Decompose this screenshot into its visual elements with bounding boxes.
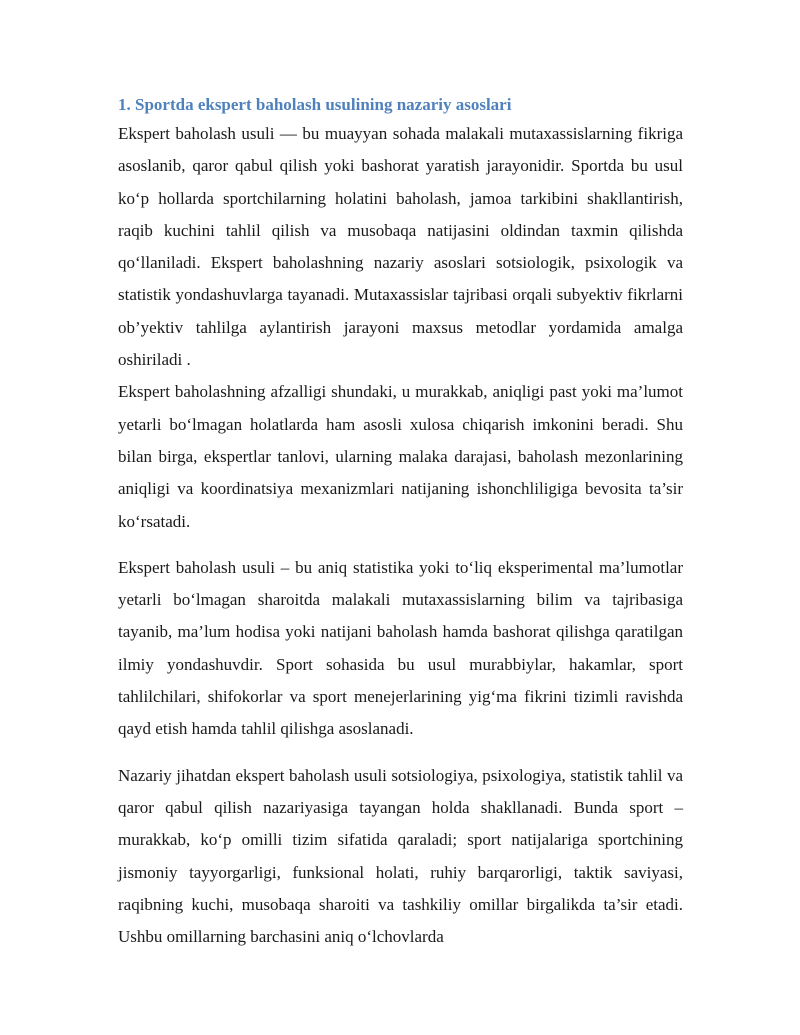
paragraph-4: Nazariy jihatdan ekspert baholash usuli sotsiologiya, psixologiya, statistik tahlil va qaror qabul qilish nazariyasiga tayangan holda shakllanadi. Bunda sport – murakkab, ko‘p omilli tizim sifatida qaraladi; sport natijalariga sportchining jismoniy tayyorgarligi, funksional holati, ruhiy barqarorligi, taktik saviyasi, raqibning kuchi, musobaqa sharoiti va tashkiliy omillar birgalikda ta’sir etadi. Ushbu omillarning barchasini aniq o‘lchovlarda [118,765,683,947]
document-body [118,92,683,953]
paragraph-3: Ekspert baholash usuli – bu aniq statistika yoki to‘liq eksperimental ma’lumotlar yetarli bo‘lmagan sharoitda malakali mutaxassislarning bilim va tajribasiga tayanib, ma’lum hodisa yoki natijani baholash hamda bashorat qilishga qaratilgan ilmiy yondashuvdir. Sport sohasida bu usul murabbiylar, hakamlar, sport tahlilchilari, shifokorlar va sport menejerlarining yig‘ma fikrini tizimli ravishda qayd etish hamda tahlil qilishga asoslanadi. [118,557,683,739]
paragraph-1: Ekspert baholash usuli — bu muayyan sohada malakali mutaxassislarning fikriga asoslanib, qaror qabul qilish yoki bashorat yaratish jarayonidir. Sportda bu usul ko‘p hollarda sportchilarning holatini baholash, jamoa tarkibini shakllantirish, raqib kuchini tahlil qilish va musobaqa natijasini oldindan taxmin qilishda qo‘llaniladi. Ekspert baholashning nazariy asoslari sotsiologik, psixologik va statistik yondashuvlarga tayanadi. Mutaxassislar tajribasi orqali subyektiv fikrlarni ob’yektiv tahlilga aylantirish jarayoni maxsus metodlar yordamida amalga oshiriladi . [118,124,683,370]
section-heading: 1. Sportda ekspert baholash usulining nazariy asoslari [118,95,512,114]
paragraph-2: Ekspert baholashning afzalligi shundaki, u murakkab, aniqligi past yoki ma’lumot yetarli bo‘lmagan holatlarda ham asosli xulosa chiqarish imkonini beradi. Shu bilan birga, ekspertlar tanlovi, ularning malaka darajasi, baholash mezonlarining aniqligi va koordinatsiya mexanizmlari natijaning ishonchliligiga bevosita ta’sir ko‘rsatadi. [118,382,683,531]
